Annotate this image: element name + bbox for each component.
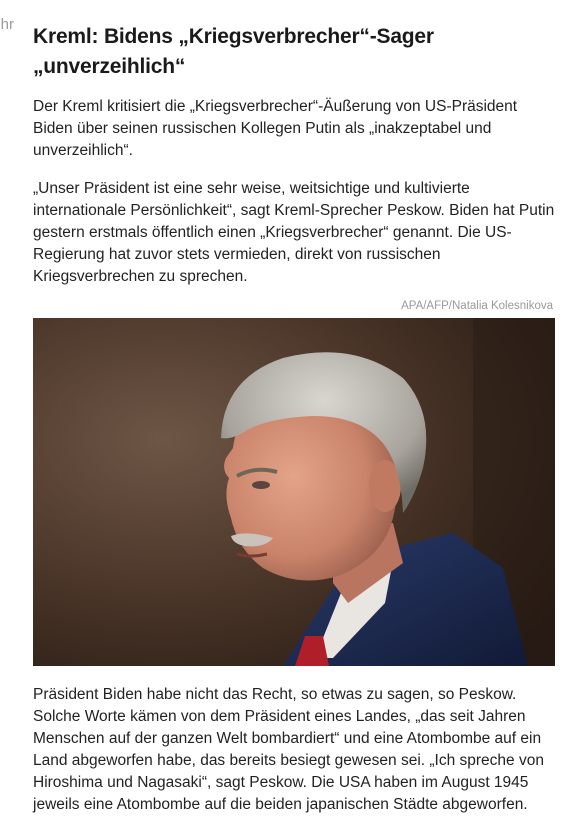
article-title: Kreml: Bidens „Kriegsverbrecher“-Sager „unverzeihlich“	[33, 25, 434, 78]
timestamp-fragment: hr	[0, 16, 14, 33]
article-paragraph-body: Präsident Biden habe nicht das Recht, so etwas zu sagen, so Peskow. Solche Worte kämen von dem Präsident eines Landes, „das seit Jahren Menschen auf der ganzen Welt bombardiert“ und eine Atombombe auf ein Land abgeworfen habe, das bereits besiegt gewesen sei. „Ich spreche von Hiroshima und Nagasaki“, sagt Peskow. Die USA haben im August 1945 jeweils eine Atombombe auf die beiden japanischen Städte abgeworfen.	[33, 686, 544, 813]
photo-credit: APA/AFP/Natalia Kolesnikova	[401, 300, 553, 312]
portrait-illustration	[33, 318, 555, 666]
article-paragraph-quote: „Unser Präsident ist eine sehr weise, weitsichtige und kultivierte internationale Persönlichkeit“, sagt Kreml-Sprecher Peskow. Biden hat Putin gestern erstmals öffentlich einen „Kriegsverbrecher“ genannt. Die US-Regierung hat zuvor stets vermieden, direkt von russischen Kriegsverbrechen zu sprechen.	[33, 180, 555, 285]
article-paragraph-lead: Der Kreml kritisiert die „Kriegsverbrecher“-Äußerung von US-Präsident Biden über seinen russischen Kollegen Putin als „inakzeptabel und unverzeihlich“.	[33, 98, 518, 159]
article-photo	[33, 318, 555, 666]
article	[33, 22, 555, 816]
